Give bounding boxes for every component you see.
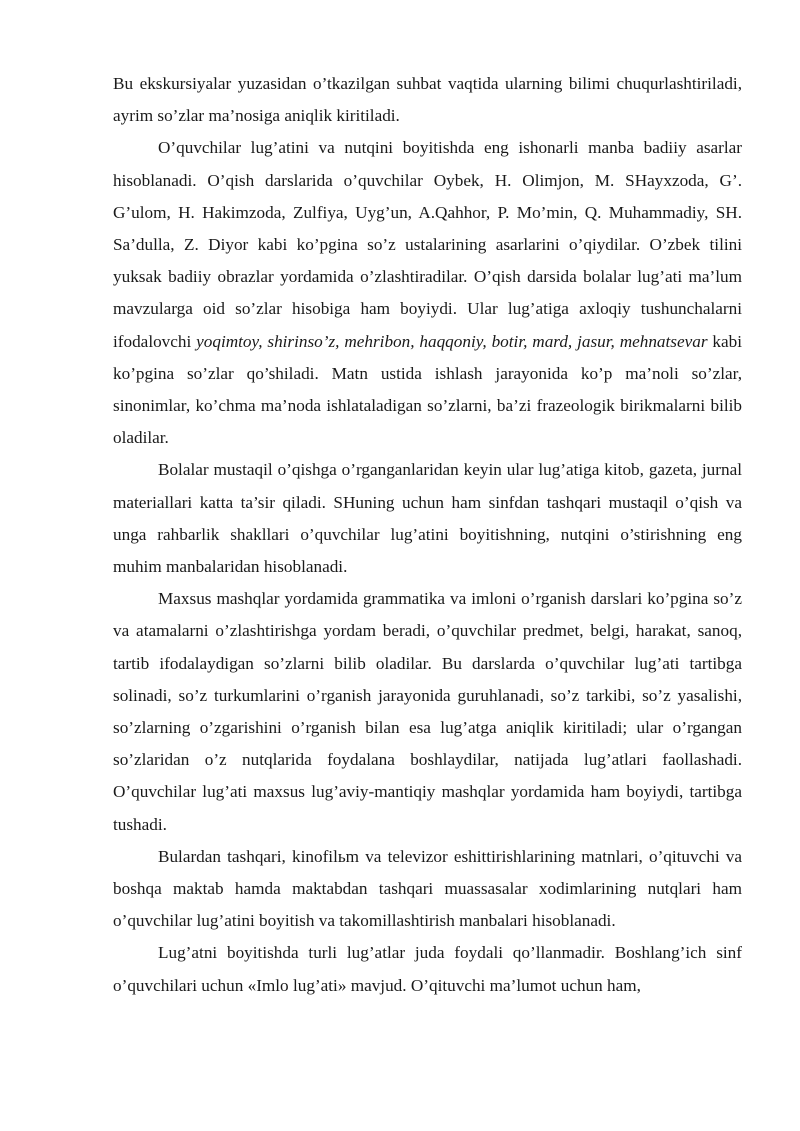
paragraph-1 (113, 68, 742, 132)
paragraph-5 (113, 841, 742, 938)
paragraph-3 (113, 454, 742, 583)
text-run: Bulardan tashqari, kinofilьm va televizor eshittirishlarining matnlari, o’qituvchi va boshqa maktab hamda maktabdan tashqari muassasalar xodimlarining nutqlari ham o’quvchilar lug’atini boyitish va takomillashtirish manbalari hisoblanadi. (113, 846, 742, 931)
document-page (113, 68, 742, 1002)
text-run: Bu ekskursiyalar yuzasidan o’tkazilgan suhbat vaqtida ularning bilimi chuqurlashtiriladi, ayrim so’zlar ma’nosiga aniqlik kiritiladi. (113, 74, 742, 126)
text-run: O’quvchilar lug’atini va nutqini boyitishda eng ishonarli manba badiiy asarlar hisoblanadi. O’qish darslarida o’quvchilar Oybek, H. Olimjon, M. SHayxzoda, G’. G’ulom, H. Hakimzoda, Zulfiya, Uyg’un, A.Qahhor, P. Mo’min, Q. Muhammadiy, SH. Sa’dulla, Z. Diyor kabi ko’pgina so’z ustalarining asarlarini o’qiydilar. O’zbek tilini yuksak badiiy obrazlar yordamida o’zlashtiradilar. O’qish darsida bolalar lug’ati ma’lum mavzularga oid so’zlar hisobiga ham boyiydi. Ular lug’atiga axloqiy tushunchalarni ifodalovchi (113, 138, 742, 351)
text-run: Bolalar mustaqil o’qishga o’rganganlaridan keyin ular lug’atiga kitob, gazeta, jurnal materiallari katta ta’sir qiladi. SHuning uchun ham sinfdan tashqari mustaqil o’qish va unga rahbarlik shakllari o’quvchilar lug’atini boyitishning, nutqini o’stirishning eng muhim manbalaridan hisoblanadi. (113, 460, 742, 577)
paragraph-2 (113, 132, 742, 454)
paragraph-6 (113, 937, 742, 1001)
text-run: kabi ko’pgina so’zlar qo’shiladi. Matn ustida ishlash jarayonida ko’p ma’noli so’zlar, sinonimlar, ko’chma ma’noda ishlataladigan so’zlarni, ba’zi frazeologik birikmalarni bilib oladilar. (113, 331, 742, 448)
text-run: Maxsus mashqlar yordamida grammatika va imloni o’rganish darslari ko’pgina so’z va atamalarni o’zlashtirishga yordam beradi, o’quvchilar predmet, belgi, harakat, sanoq, tartib ifodalaydigan so’zlarni bilib oladilar. Bu darslarda o’quvchilar lug’ati tartibga solinadi, so’z turkumlarini o’rganish jarayonida guruhlanadi, so’z tarkibi, so’z yasalishi, so’zlarning o’zgarishini o’rganish bilan esa lug’atga aniqlik kiritiladi; ular o’rgangan so’zlaridan o’z nutqlarida foydalana boshlaydilar, natijada lug’atlari faollashadi. O’quvchilar lug’ati maxsus lug’aviy-mantiqiy mashqlar yordamida ham boyiydi, tartibga tushadi. (113, 589, 742, 834)
text-run: Lug’atni boyitishda turli lug’atlar juda foydali qo’llanmadir. Boshlang’ich sinf o’quvchilari uchun «Imlo lug’ati» mavjud. O’qituvchi ma’lumot uchun ham, (113, 943, 742, 995)
italic-text: yoqimtoy, shirinso’z, mehribon, haqqoniy, botir, mard, jasur, mehnatsevar (196, 331, 708, 351)
paragraph-4 (113, 583, 742, 841)
